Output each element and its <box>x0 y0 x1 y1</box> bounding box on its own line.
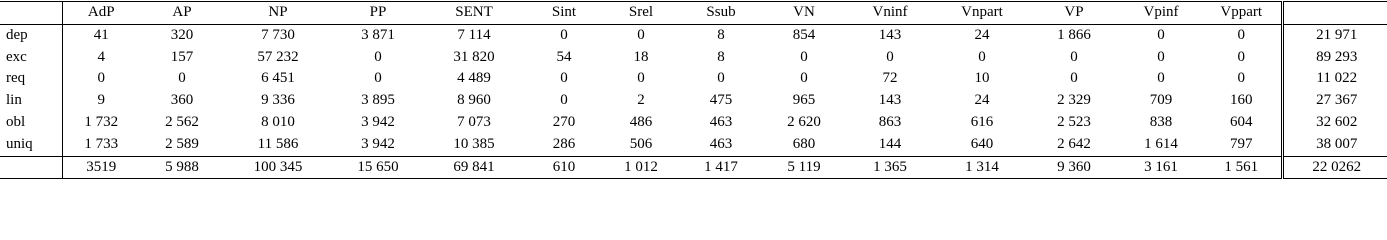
column-total-cell: 1 314 <box>936 156 1028 179</box>
table-cell: 486 <box>629 113 653 130</box>
table-cell: 54 <box>556 48 572 65</box>
table-cell: 0 <box>1237 48 1245 65</box>
table-cell: 0 <box>1157 70 1165 87</box>
table-cell: 2 523 <box>1057 113 1091 130</box>
column-total-cell: 3519 <box>62 156 140 179</box>
table-cell: 463 <box>709 113 733 130</box>
table-cell: 72 <box>882 70 898 87</box>
row-total-cell: 32 602 <box>1282 112 1387 134</box>
table-cell: 680 <box>792 135 816 152</box>
column-total-cell: 1 012 <box>604 156 678 179</box>
table-cell: 3 895 <box>361 92 395 109</box>
column-total-cell: 1 561 <box>1202 156 1282 179</box>
table-cell: 8 010 <box>261 113 295 130</box>
table-body <box>0 24 1387 156</box>
table-row <box>0 90 1387 112</box>
table-cell: 2 620 <box>787 113 821 130</box>
table-cell: 286 <box>552 135 576 152</box>
table-cell: 7 114 <box>457 26 491 43</box>
table-cell: 0 <box>374 48 382 65</box>
column-header: Vpinf <box>1120 2 1202 25</box>
table-cell: 270 <box>552 113 576 130</box>
table-cell: 160 <box>1230 92 1253 109</box>
table-row <box>0 134 1387 156</box>
total-column-header <box>1282 2 1387 25</box>
row-label: lin <box>0 90 62 112</box>
table-cell: 57 232 <box>257 48 299 65</box>
table-cell: 0 <box>97 70 105 87</box>
table-cell: 1 732 <box>84 113 119 130</box>
table-cell: 18 <box>633 48 649 65</box>
table-cell: 640 <box>970 135 994 152</box>
column-total-cell: 5 988 <box>140 156 224 179</box>
table-cell: 0 <box>1237 70 1245 87</box>
table-cell: 6 451 <box>261 70 295 87</box>
table-cell: 0 <box>637 26 645 43</box>
table-cell: 0 <box>560 70 568 87</box>
column-header: NP <box>224 2 332 25</box>
table-cell: 475 <box>709 92 733 109</box>
table-cell: 616 <box>970 113 994 130</box>
table-cell: 0 <box>637 70 645 87</box>
row-label: uniq <box>0 134 62 156</box>
table-cell: 0 <box>886 48 894 65</box>
column-header: SENT <box>424 2 524 25</box>
table-cell: 854 <box>792 26 816 43</box>
table-cell: 604 <box>1230 113 1253 130</box>
totals-row-label <box>0 156 62 179</box>
column-header: Vppart <box>1202 2 1282 25</box>
table-cell: 1 733 <box>84 135 119 152</box>
table-cell: 4 489 <box>457 70 491 87</box>
table-cell: 2 562 <box>165 113 199 130</box>
table-cell: 8 <box>717 26 725 43</box>
table-row <box>0 112 1387 134</box>
table-cell: 24 <box>974 92 990 109</box>
table-cell: 10 385 <box>453 135 495 152</box>
column-header: Vnpart <box>936 2 1028 25</box>
table-row <box>0 47 1387 69</box>
row-total-cell: 89 293 <box>1282 47 1387 69</box>
table-cell: 11 586 <box>257 135 299 152</box>
column-total-cell: 1 365 <box>844 156 936 179</box>
table-cell: 0 <box>717 70 725 87</box>
table-cell: 0 <box>1157 48 1165 65</box>
table-cell: 506 <box>629 135 653 152</box>
header-row <box>0 2 1387 25</box>
table-cell: 0 <box>374 70 382 87</box>
grand-total-cell: 22 0262 <box>1282 156 1387 179</box>
table-cell: 0 <box>560 92 568 109</box>
row-total-cell: 11 022 <box>1282 68 1387 90</box>
table-cell: 0 <box>800 48 808 65</box>
column-header: PP <box>332 2 424 25</box>
column-header: AP <box>140 2 224 25</box>
column-header: Ssub <box>678 2 764 25</box>
table-cell: 0 <box>560 26 568 43</box>
table-cell: 0 <box>1070 48 1078 65</box>
row-total-cell: 21 971 <box>1282 24 1387 46</box>
table-cell: 3 942 <box>361 135 395 152</box>
table-cell: 3 942 <box>361 113 395 130</box>
table-cell: 3 871 <box>361 26 395 43</box>
table-cell: 9 <box>97 92 105 109</box>
table-cell: 2 <box>637 92 645 109</box>
table-cell: 463 <box>709 135 733 152</box>
table-cell: 0 <box>178 70 186 87</box>
table-cell: 838 <box>1149 113 1173 130</box>
table-cell: 157 <box>170 48 194 65</box>
table-cell: 31 820 <box>453 48 495 65</box>
table-cell: 863 <box>878 113 902 130</box>
table-cell: 10 <box>974 70 990 87</box>
table-cell: 8 960 <box>457 92 491 109</box>
table-cell: 0 <box>800 70 808 87</box>
table-cell: 0 <box>1070 70 1078 87</box>
column-header: Srel <box>604 2 678 25</box>
table-cell: 320 <box>170 26 194 43</box>
table-row <box>0 68 1387 90</box>
table-cell: 4 <box>97 48 105 65</box>
table-cell: 965 <box>792 92 816 109</box>
column-total-cell: 9 360 <box>1028 156 1120 179</box>
corner-cell <box>0 2 62 25</box>
column-total-cell: 610 <box>524 156 604 179</box>
column-total-cell: 15 650 <box>332 156 424 179</box>
column-header: AdP <box>62 2 140 25</box>
table-cell: 709 <box>1149 92 1173 109</box>
row-label: dep <box>0 24 62 46</box>
table-cell: 797 <box>1230 135 1253 152</box>
row-label: exc <box>0 47 62 69</box>
data-table <box>0 1 1387 179</box>
row-total-cell: 38 007 <box>1282 134 1387 156</box>
column-total-cell: 5 119 <box>764 156 844 179</box>
column-total-cell: 1 417 <box>678 156 764 179</box>
table-row <box>0 24 1387 46</box>
table-cell: 9 336 <box>261 92 295 109</box>
table-cell: 41 <box>93 26 109 43</box>
table-cell: 360 <box>170 92 194 109</box>
column-total-cell: 69 841 <box>424 156 524 179</box>
column-header: VP <box>1028 2 1120 25</box>
column-header: Sint <box>524 2 604 25</box>
table-cell: 1 866 <box>1057 26 1091 43</box>
table-cell: 0 <box>978 48 986 65</box>
table-cell: 24 <box>974 26 990 43</box>
table-cell: 2 642 <box>1057 135 1091 152</box>
table-cell: 8 <box>717 48 725 65</box>
table-cell: 7 730 <box>261 26 295 43</box>
totals-row <box>0 156 1387 179</box>
table-cell: 7 073 <box>457 113 491 130</box>
table-cell: 2 589 <box>165 135 199 152</box>
table-cell: 0 <box>1157 26 1165 43</box>
row-label: req <box>0 68 62 90</box>
table-cell: 0 <box>1237 26 1245 43</box>
column-total-cell: 3 161 <box>1120 156 1202 179</box>
table-cell: 143 <box>878 92 902 109</box>
table-cell: 1 614 <box>1144 135 1178 152</box>
table-cell: 144 <box>878 135 902 152</box>
column-header: VN <box>764 2 844 25</box>
row-total-cell: 27 367 <box>1282 90 1387 112</box>
table-cell: 2 329 <box>1057 92 1091 109</box>
row-label: obl <box>0 112 62 134</box>
column-total-cell: 100 345 <box>224 156 332 179</box>
column-header: Vninf <box>844 2 936 25</box>
table-cell: 143 <box>878 26 902 43</box>
